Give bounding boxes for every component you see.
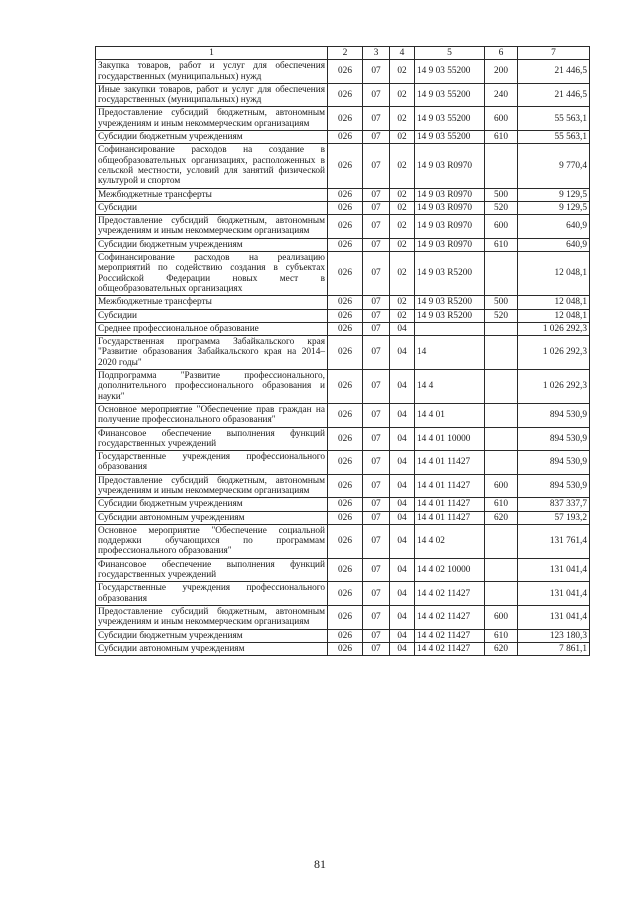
cell-vedomstvo: 026 bbox=[328, 605, 363, 629]
cell-vr bbox=[485, 370, 518, 404]
table-row bbox=[96, 642, 590, 655]
cell-name: Предоставление субсидий бюджетным, автономным учреждениям и иным некоммерческим организациям bbox=[96, 605, 328, 629]
cell-podrazdel: 04 bbox=[390, 403, 415, 427]
cell-name: Государственные учреждения профессионального образования bbox=[96, 451, 328, 475]
cell-csr: 14 9 03 55200 bbox=[415, 60, 485, 84]
cell-podrazdel: 04 bbox=[390, 582, 415, 606]
cell-podrazdel: 02 bbox=[390, 144, 415, 188]
cell-vedomstvo: 026 bbox=[328, 582, 363, 606]
cell-csr: 14 4 01 10000 bbox=[415, 427, 485, 451]
cell-name: Закупка товаров, работ и услуг для обеспечения государственных (муниципальных) нужд bbox=[96, 60, 328, 84]
cell-sum: 123 180,3 bbox=[518, 629, 590, 642]
cell-vedomstvo: 026 bbox=[328, 642, 363, 655]
cell-name: Основное мероприятие "Обеспечение прав граждан на получение профессионального образования" bbox=[96, 403, 328, 427]
cell-name: Субсидии автономным учреждениям bbox=[96, 511, 328, 524]
cell-razdel: 07 bbox=[363, 188, 390, 201]
cell-sum: 894 530,9 bbox=[518, 427, 590, 451]
cell-csr: 14 4 02 10000 bbox=[415, 558, 485, 582]
cell-vr bbox=[485, 322, 518, 335]
table-row bbox=[96, 215, 590, 239]
cell-podrazdel: 02 bbox=[390, 83, 415, 107]
cell-vedomstvo: 026 bbox=[328, 370, 363, 404]
cell-razdel: 07 bbox=[363, 322, 390, 335]
budget-table bbox=[95, 46, 590, 656]
table-row bbox=[96, 336, 590, 370]
cell-csr: 14 9 03 R5200 bbox=[415, 309, 485, 322]
cell-name: Иные закупки товаров, работ и услуг для обеспечения государственных (муниципальных) нужд bbox=[96, 83, 328, 107]
cell-podrazdel: 02 bbox=[390, 215, 415, 239]
cell-vedomstvo: 026 bbox=[328, 322, 363, 335]
cell-vedomstvo: 026 bbox=[328, 201, 363, 214]
cell-sum: 55 563,1 bbox=[518, 131, 590, 144]
cell-razdel: 07 bbox=[363, 131, 390, 144]
cell-sum: 55 563,1 bbox=[518, 107, 590, 131]
cell-podrazdel: 04 bbox=[390, 524, 415, 558]
cell-razdel: 07 bbox=[363, 642, 390, 655]
cell-csr: 14 4 02 11427 bbox=[415, 642, 485, 655]
cell-vr: 610 bbox=[485, 131, 518, 144]
cell-sum: 131 761,4 bbox=[518, 524, 590, 558]
table-row bbox=[96, 629, 590, 642]
cell-name: Субсидии bbox=[96, 201, 328, 214]
cell-vedomstvo: 026 bbox=[328, 144, 363, 188]
cell-razdel: 07 bbox=[363, 370, 390, 404]
cell-razdel: 07 bbox=[363, 605, 390, 629]
cell-podrazdel: 04 bbox=[390, 474, 415, 498]
cell-vedomstvo: 026 bbox=[328, 336, 363, 370]
cell-podrazdel: 04 bbox=[390, 322, 415, 335]
cell-razdel: 07 bbox=[363, 629, 390, 642]
cell-csr: 14 9 03 R0970 bbox=[415, 144, 485, 188]
cell-sum: 894 530,9 bbox=[518, 403, 590, 427]
cell-podrazdel: 02 bbox=[390, 188, 415, 201]
cell-csr: 14 4 02 11427 bbox=[415, 629, 485, 642]
cell-vedomstvo: 026 bbox=[328, 498, 363, 511]
cell-vedomstvo: 026 bbox=[328, 403, 363, 427]
page-number: 81 bbox=[314, 857, 326, 871]
cell-razdel: 07 bbox=[363, 451, 390, 475]
cell-name: Субсидии бюджетным учреждениям bbox=[96, 629, 328, 642]
table-row bbox=[96, 451, 590, 475]
cell-sum: 131 041,4 bbox=[518, 582, 590, 606]
cell-name: Государственные учреждения профессионального образования bbox=[96, 582, 328, 606]
table-row bbox=[96, 524, 590, 558]
cell-podrazdel: 04 bbox=[390, 558, 415, 582]
cell-podrazdel: 04 bbox=[390, 629, 415, 642]
table-row bbox=[96, 252, 590, 296]
cell-sum: 1 026 292,3 bbox=[518, 336, 590, 370]
cell-podrazdel: 04 bbox=[390, 336, 415, 370]
cell-csr: 14 4 01 11427 bbox=[415, 474, 485, 498]
cell-podrazdel: 04 bbox=[390, 605, 415, 629]
cell-sum: 131 041,4 bbox=[518, 605, 590, 629]
cell-razdel: 07 bbox=[363, 201, 390, 214]
cell-csr: 14 4 01 bbox=[415, 403, 485, 427]
cell-vedomstvo: 026 bbox=[328, 451, 363, 475]
cell-sum: 9 129,5 bbox=[518, 188, 590, 201]
cell-name: Межбюджетные трансферты bbox=[96, 296, 328, 309]
cell-razdel: 07 bbox=[363, 582, 390, 606]
table-row bbox=[96, 474, 590, 498]
cell-sum: 640,9 bbox=[518, 215, 590, 239]
cell-razdel: 07 bbox=[363, 524, 390, 558]
cell-csr: 14 4 02 11427 bbox=[415, 582, 485, 606]
cell-sum: 640,9 bbox=[518, 238, 590, 251]
cell-csr: 14 9 03 R0970 bbox=[415, 188, 485, 201]
cell-vr: 500 bbox=[485, 188, 518, 201]
cell-name: Межбюджетные трансферты bbox=[96, 188, 328, 201]
cell-podrazdel: 02 bbox=[390, 309, 415, 322]
cell-vr: 520 bbox=[485, 201, 518, 214]
table-row bbox=[96, 107, 590, 131]
cell-razdel: 07 bbox=[363, 107, 390, 131]
table-row bbox=[96, 144, 590, 188]
cell-razdel: 07 bbox=[363, 83, 390, 107]
cell-razdel: 07 bbox=[363, 144, 390, 188]
cell-csr: 14 9 03 55200 bbox=[415, 107, 485, 131]
cell-vr: 600 bbox=[485, 215, 518, 239]
cell-name: Субсидии bbox=[96, 309, 328, 322]
cell-csr: 14 9 03 55200 bbox=[415, 83, 485, 107]
cell-razdel: 07 bbox=[363, 427, 390, 451]
cell-razdel: 07 bbox=[363, 474, 390, 498]
cell-vedomstvo: 026 bbox=[328, 83, 363, 107]
table-row bbox=[96, 188, 590, 201]
cell-sum: 57 193,2 bbox=[518, 511, 590, 524]
cell-razdel: 07 bbox=[363, 296, 390, 309]
table-row bbox=[96, 201, 590, 214]
table-row bbox=[96, 498, 590, 511]
cell-csr: 14 9 03 R0970 bbox=[415, 201, 485, 214]
cell-podrazdel: 04 bbox=[390, 642, 415, 655]
cell-name: Финансовое обеспечение выполнения функций государственных учреждений bbox=[96, 558, 328, 582]
cell-podrazdel: 04 bbox=[390, 427, 415, 451]
cell-csr: 14 9 03 R0970 bbox=[415, 238, 485, 251]
cell-csr: 14 9 03 R5200 bbox=[415, 252, 485, 296]
cell-name: Государственная программа Забайкальского края "Развитие образования Забайкальского края на 2014–2020 годы" bbox=[96, 336, 328, 370]
cell-vr bbox=[485, 252, 518, 296]
cell-vedomstvo: 026 bbox=[328, 474, 363, 498]
cell-csr: 14 bbox=[415, 336, 485, 370]
cell-vr bbox=[485, 403, 518, 427]
cell-sum: 12 048,1 bbox=[518, 252, 590, 296]
cell-razdel: 07 bbox=[363, 309, 390, 322]
cell-vr: 500 bbox=[485, 296, 518, 309]
cell-csr: 14 4 01 11427 bbox=[415, 511, 485, 524]
cell-sum: 12 048,1 bbox=[518, 309, 590, 322]
cell-podrazdel: 04 bbox=[390, 498, 415, 511]
cell-vedomstvo: 026 bbox=[328, 524, 363, 558]
cell-sum: 21 446,5 bbox=[518, 83, 590, 107]
table-row bbox=[96, 403, 590, 427]
cell-vedomstvo: 026 bbox=[328, 188, 363, 201]
cell-csr: 14 4 01 11427 bbox=[415, 451, 485, 475]
cell-vedomstvo: 026 bbox=[328, 252, 363, 296]
cell-name: Субсидии бюджетным учреждениям bbox=[96, 498, 328, 511]
cell-vedomstvo: 026 bbox=[328, 131, 363, 144]
cell-name: Софинансирование расходов на создание в общеобразовательных организациях, расположенных в сельской местности, условий для занятий физической культурой и спортом bbox=[96, 144, 328, 188]
cell-sum: 131 041,4 bbox=[518, 558, 590, 582]
cell-sum: 1 026 292,3 bbox=[518, 322, 590, 335]
cell-podrazdel: 04 bbox=[390, 511, 415, 524]
cell-sum: 894 530,9 bbox=[518, 451, 590, 475]
cell-vedomstvo: 026 bbox=[328, 296, 363, 309]
table-row bbox=[96, 582, 590, 606]
cell-vr bbox=[485, 336, 518, 370]
cell-vedomstvo: 026 bbox=[328, 107, 363, 131]
cell-sum: 9 770,4 bbox=[518, 144, 590, 188]
cell-name: Основное мероприятие "Обеспечение социальной поддержки обучающихся по программам профессионального образования" bbox=[96, 524, 328, 558]
cell-name: Предоставление субсидий бюджетным, автономным учреждениям и иным некоммерческим организациям bbox=[96, 215, 328, 239]
table-row bbox=[96, 605, 590, 629]
header-cell: 3 bbox=[363, 47, 390, 60]
cell-vr: 600 bbox=[485, 107, 518, 131]
cell-name: Финансовое обеспечение выполнения функций государственных учреждений bbox=[96, 427, 328, 451]
cell-name: Предоставление субсидий бюджетным, автономным учреждениям и иным некоммерческим организациям bbox=[96, 474, 328, 498]
cell-razdel: 07 bbox=[363, 511, 390, 524]
cell-vr: 620 bbox=[485, 642, 518, 655]
table-row bbox=[96, 238, 590, 251]
cell-name: Субсидии бюджетным учреждениям bbox=[96, 131, 328, 144]
cell-podrazdel: 02 bbox=[390, 131, 415, 144]
cell-name: Субсидии автономным учреждениям bbox=[96, 642, 328, 655]
cell-sum: 894 530,9 bbox=[518, 474, 590, 498]
cell-razdel: 07 bbox=[363, 336, 390, 370]
cell-sum: 7 861,1 bbox=[518, 642, 590, 655]
cell-razdel: 07 bbox=[363, 403, 390, 427]
header-cell: 5 bbox=[415, 47, 485, 60]
cell-vr bbox=[485, 582, 518, 606]
cell-podrazdel: 02 bbox=[390, 238, 415, 251]
cell-vr: 620 bbox=[485, 511, 518, 524]
table-row bbox=[96, 309, 590, 322]
table-row bbox=[96, 558, 590, 582]
cell-csr: 14 4 01 11427 bbox=[415, 498, 485, 511]
cell-name: Подпрограмма "Развитие профессионального, дополнительного профессионального образования и науки" bbox=[96, 370, 328, 404]
cell-vr bbox=[485, 524, 518, 558]
cell-podrazdel: 04 bbox=[390, 370, 415, 404]
cell-sum: 9 129,5 bbox=[518, 201, 590, 214]
cell-name: Софинансирование расходов на реализацию мероприятий по содействию создания в субъектах Российской Федерации новых мест в общеобразовательных организациях bbox=[96, 252, 328, 296]
cell-razdel: 07 bbox=[363, 60, 390, 84]
table-row bbox=[96, 296, 590, 309]
cell-vedomstvo: 026 bbox=[328, 511, 363, 524]
header-row bbox=[96, 47, 590, 60]
cell-sum: 12 048,1 bbox=[518, 296, 590, 309]
cell-vedomstvo: 026 bbox=[328, 60, 363, 84]
header-cell: 7 bbox=[518, 47, 590, 60]
cell-vedomstvo: 026 bbox=[328, 215, 363, 239]
cell-podrazdel: 02 bbox=[390, 296, 415, 309]
cell-vr: 200 bbox=[485, 60, 518, 84]
header-cell: 1 bbox=[96, 47, 328, 60]
cell-vr: 520 bbox=[485, 309, 518, 322]
cell-vedomstvo: 026 bbox=[328, 629, 363, 642]
cell-vedomstvo: 026 bbox=[328, 309, 363, 322]
cell-csr: 14 9 03 R0970 bbox=[415, 215, 485, 239]
cell-vr: 240 bbox=[485, 83, 518, 107]
cell-podrazdel: 02 bbox=[390, 107, 415, 131]
table-row bbox=[96, 511, 590, 524]
cell-vr: 610 bbox=[485, 629, 518, 642]
cell-csr: 14 4 02 bbox=[415, 524, 485, 558]
header-cell: 6 bbox=[485, 47, 518, 60]
cell-podrazdel: 02 bbox=[390, 60, 415, 84]
table-row bbox=[96, 427, 590, 451]
cell-razdel: 07 bbox=[363, 558, 390, 582]
cell-vedomstvo: 026 bbox=[328, 558, 363, 582]
cell-name: Среднее профессиональное образование bbox=[96, 322, 328, 335]
table-row bbox=[96, 83, 590, 107]
cell-vr: 610 bbox=[485, 238, 518, 251]
cell-vr: 610 bbox=[485, 498, 518, 511]
cell-vr bbox=[485, 558, 518, 582]
cell-podrazdel: 02 bbox=[390, 252, 415, 296]
cell-vedomstvo: 026 bbox=[328, 238, 363, 251]
header-cell: 4 bbox=[390, 47, 415, 60]
cell-razdel: 07 bbox=[363, 215, 390, 239]
cell-vr bbox=[485, 144, 518, 188]
cell-csr: 14 4 bbox=[415, 370, 485, 404]
cell-csr: 14 4 02 11427 bbox=[415, 605, 485, 629]
cell-razdel: 07 bbox=[363, 252, 390, 296]
cell-razdel: 07 bbox=[363, 498, 390, 511]
table-row bbox=[96, 60, 590, 84]
cell-podrazdel: 04 bbox=[390, 451, 415, 475]
cell-vr bbox=[485, 451, 518, 475]
cell-name: Предоставление субсидий бюджетным, автономным учреждениям и иным некоммерческим организациям bbox=[96, 107, 328, 131]
cell-vr: 600 bbox=[485, 474, 518, 498]
cell-sum: 1 026 292,3 bbox=[518, 370, 590, 404]
table-row bbox=[96, 322, 590, 335]
cell-vr: 600 bbox=[485, 605, 518, 629]
cell-name: Субсидии бюджетным учреждениям bbox=[96, 238, 328, 251]
cell-podrazdel: 02 bbox=[390, 201, 415, 214]
cell-csr: 14 9 03 55200 bbox=[415, 131, 485, 144]
cell-vr bbox=[485, 427, 518, 451]
cell-vedomstvo: 026 bbox=[328, 427, 363, 451]
header-cell: 2 bbox=[328, 47, 363, 60]
table-row bbox=[96, 131, 590, 144]
cell-sum: 837 337,7 bbox=[518, 498, 590, 511]
table-row bbox=[96, 370, 590, 404]
cell-csr bbox=[415, 322, 485, 335]
cell-razdel: 07 bbox=[363, 238, 390, 251]
cell-sum: 21 446,5 bbox=[518, 60, 590, 84]
cell-csr: 14 9 03 R5200 bbox=[415, 296, 485, 309]
